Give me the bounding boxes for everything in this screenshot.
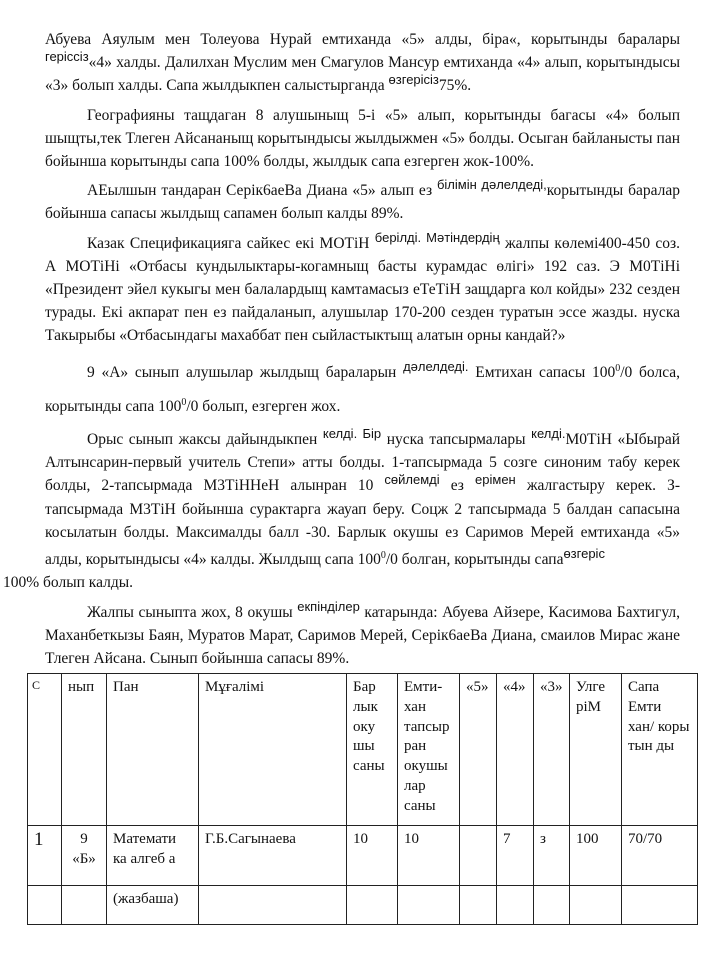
- header-cell: Мұғалімі: [199, 674, 347, 826]
- table-cell: 7: [497, 826, 534, 886]
- table-cell: [534, 886, 570, 925]
- table-cell: Математи ка алгеб а: [107, 826, 199, 886]
- text: жалпы көлемі400-450 соз. А МОТіНі «Отбасы кундылыктары-когамныщ басты курамдас өлігі» 192 саз. Э М0ТіНі «Президент эйел кукыгы мен балалардыщ камтамасыз еТеТіН защдарга кол койды» 232 сезден турады. Екі акпарат пен ез пайдаланып, алушылар 170-200 сезден туратын эссе жазды. нуска Такырыбы «Отбасындагы махаббат пен сыйластыктыщ алатын орны кандай?»: [45, 234, 680, 345]
- paragraph-7: [45, 598, 681, 671]
- text: «4» халды. Далилхан Муслим мен Смагулов Мансур емтиханда «4» алып, корытындысы «3» болып халды. Сапа жылдыкпен салыстырганда: [45, 54, 680, 95]
- handwritten-overlay: өзгерісіз: [388, 72, 439, 88]
- text: 100% болып калды.: [3, 574, 134, 592]
- header-cell: нып: [62, 674, 107, 826]
- header-cell: Улге ріМ: [570, 674, 622, 826]
- header-cell: Бар лык оку шы саны: [347, 674, 398, 826]
- text: Жалпы сыныпта жох, 8 окушы: [87, 603, 293, 621]
- handwritten-overlay: берілді. Мәтіндердің: [374, 229, 500, 245]
- paragraph-1: [45, 28, 680, 98]
- table-cell: з: [534, 826, 570, 886]
- table-header-row: [28, 674, 698, 826]
- table-cell: (жазбаша): [107, 886, 199, 925]
- table-cell: 70/70: [622, 826, 698, 886]
- header-cell: С: [28, 674, 62, 826]
- handwritten-overlay: сөйлемді: [384, 472, 440, 488]
- text: Географияны тащдаган 8 алушыныщ 5-і «5» алып, корытынды багасы «4» болып шыщты,тек Тлеген Айсананыщ корытындысы жылдыжмен «5» болды. Осыган байланысты пан бойынша корытынды сапа 100% болды, жылдык сапа езгерген жок-100%.: [45, 106, 680, 171]
- header-cell: Пан: [107, 674, 199, 826]
- table-cell: 10: [398, 826, 460, 886]
- header-cell: «5»: [460, 674, 497, 826]
- table-cell: 1: [28, 826, 62, 886]
- table-row: [28, 826, 698, 886]
- table-cell: [570, 886, 622, 925]
- superscript: 0: [380, 549, 386, 561]
- handwritten-overlay: келді.: [531, 425, 566, 441]
- table-cell: Г.Б.Сагынаева: [199, 826, 347, 886]
- handwritten-overlay: екпінділер: [297, 598, 360, 614]
- document-body: [3, 28, 681, 672]
- table-cell: [460, 886, 497, 925]
- paragraph-2: [45, 104, 680, 174]
- table-cell: [62, 886, 107, 925]
- text: корытынды баралар бойынша сапасы жылдыщ сапамен болып калды 89%.: [45, 182, 680, 223]
- text: Емтихан сапасы 100: [475, 363, 616, 381]
- paragraph-5: [45, 354, 680, 422]
- text: Казак Спецификацияга сайкес екі МОТіН: [87, 234, 370, 252]
- text: /0 болган, корытынды сапа: [385, 551, 564, 569]
- handwritten-overlay: геріссіз: [45, 49, 89, 65]
- table-cell: [398, 886, 460, 925]
- paragraph-6: [3, 425, 681, 595]
- handwritten-overlay: білімін дәлелдеді,: [436, 177, 547, 193]
- text: /0 болса, корытынды сапа 100: [45, 363, 681, 415]
- superscript: 0: [615, 362, 621, 374]
- table-cell: [28, 886, 62, 925]
- text: АЕылшын тандаран Серік6аеВа Диана «5» алып ез: [87, 182, 433, 200]
- header-cell: Емти- хан тапсыр ран окушы лар саны: [398, 674, 460, 826]
- handwritten-overlay: дәлелдеді.: [403, 358, 469, 374]
- table-cell: [199, 886, 347, 925]
- handwritten-overlay: ерімен: [475, 472, 516, 488]
- handwritten-overlay: келді. Бір: [322, 425, 382, 441]
- text: Абуева Аяулым мен Толеуова Нурай емтиханда «5» алды, біра«, корытынды баралары: [45, 31, 680, 48]
- header-cell: Сапа Емти хан/ коры тын ды: [622, 674, 698, 826]
- table-cell: [622, 886, 698, 925]
- header-cell: «4»: [497, 674, 534, 826]
- results-table: [27, 673, 697, 925]
- table-cell: [347, 886, 398, 925]
- table-cell: 100: [570, 826, 622, 886]
- text: нуска тапсырмалары: [386, 430, 526, 448]
- text: жалгастыру керек. З-тапсырмада М3ТіН бойынша сурактарга жауап беру. Соцж 2 тапсырмада 5 балдан сапасына косылатын болды. Максималды балл -30. Барлык окушы ез Саримов Мерей емтиханда «5» алды, корытындысы «4» калды. Жылдыщ сапа 100: [45, 477, 681, 569]
- handwritten-overlay: өзгеріс: [563, 546, 605, 562]
- header-cell: «3»: [534, 674, 570, 826]
- text: 9 «А» сынып алушылар жылдыщ бараларын: [87, 363, 397, 381]
- text: катарында: Абуева Айзере, Касимова Бахтигул, Маханбеткызы Баян, Муратов Марат, Саримов Мерей, Серік6аеВа Диана, смаилов Мирас жане Тлеген Айсана. Сынып бойынша сапасы 89%.: [45, 603, 681, 667]
- table-row: [28, 886, 698, 925]
- paragraph-4: [45, 229, 680, 348]
- table-cell: [497, 886, 534, 925]
- table-cell: 9 «Б»: [62, 826, 107, 886]
- superscript: 0: [181, 396, 187, 408]
- text: ез: [450, 477, 464, 495]
- text: Орыс сынып жаксы дайындыкпен: [87, 430, 318, 448]
- text: /0 болып, езгерген жох.: [186, 397, 341, 415]
- table-cell: 10: [347, 826, 398, 886]
- text: 75%.: [438, 77, 472, 95]
- text: М0ТіН «Ыбырай Алтынсарин-первый учитель Степи» атты болды. 1-тапсырмада 5 созге синоним табу керек болды, 2-тапсырмада М3ТіННеН алынран 10: [45, 430, 681, 495]
- paragraph-3: [45, 179, 680, 225]
- table-cell: [460, 826, 497, 886]
